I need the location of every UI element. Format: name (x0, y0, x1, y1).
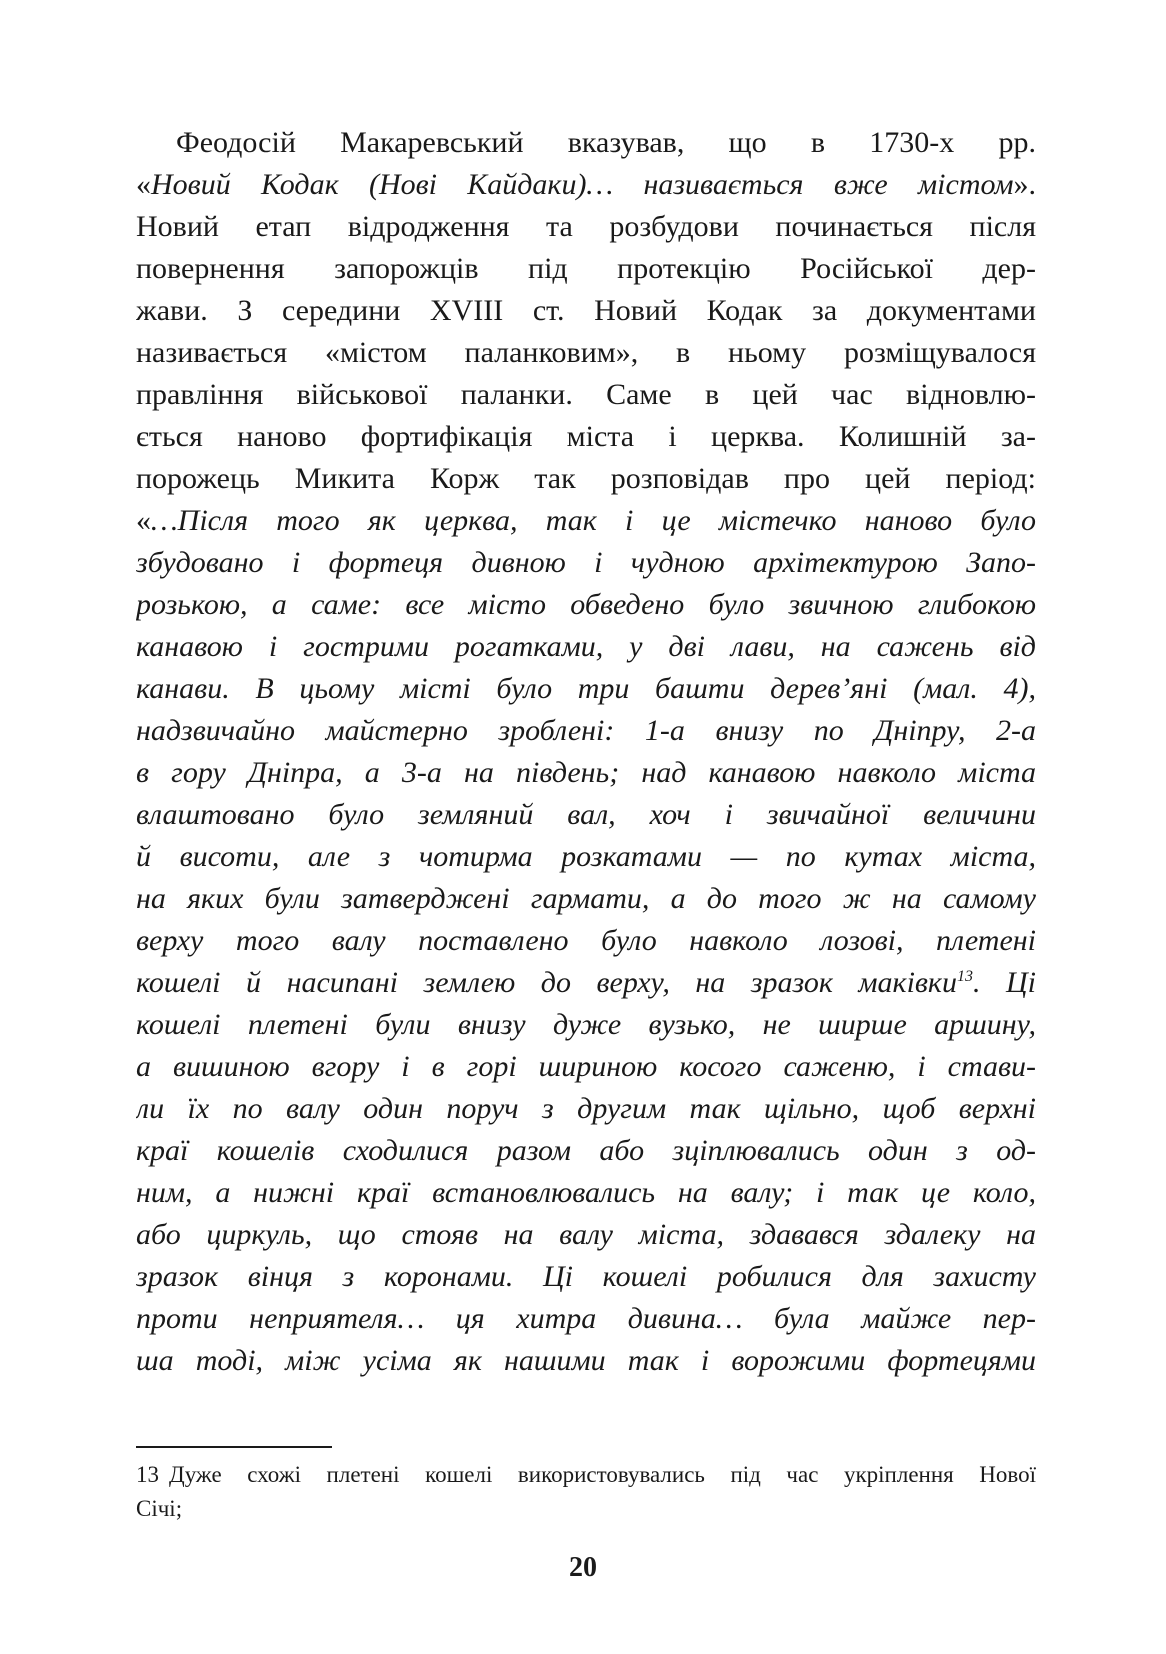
text-line (136, 1214, 1036, 1256)
text-segment: збудовано і фортеця дивною і чудною архітектурою Запо- (136, 546, 1036, 579)
text-line (136, 626, 1036, 668)
text-line (136, 668, 1036, 710)
text-line (136, 1298, 1036, 1340)
footnote-separator (136, 1446, 332, 1448)
text-segment: в гору Дніпра, а 3-а на південь; над канавою навколо міста (136, 756, 1036, 789)
text-segment: надзвичайно майстерно зроблені: 1-а внизу по Дніпру, 2-а (136, 714, 1036, 747)
text-segment: повернення запорожців під протекцію Російської дер- (136, 252, 1036, 285)
text-line (136, 1172, 1036, 1214)
text-line (136, 1004, 1036, 1046)
text-segment: зразок вінця з коронами. Ці кошелі робилися для захисту (136, 1260, 1036, 1293)
footnote-number: 13 (136, 1462, 159, 1487)
text-line (136, 878, 1036, 920)
text-segment: канавою і гострими рогатками, у дві лави, на сажень від (136, 630, 1036, 663)
text-segment: або циркуль, що стояв на валу міста, здавався здалеку на (136, 1218, 1036, 1251)
text-line (136, 794, 1036, 836)
text-segment: « (136, 168, 151, 201)
text-line (136, 1046, 1036, 1088)
footnote-reference: 13 (956, 968, 973, 985)
text-segment: ним, а нижні краї встановлювались на валу; і так це коло, (136, 1176, 1036, 1209)
text-segment: порожець Микита Корж так розповідав про цей період: (136, 462, 1036, 495)
text-segment: а вишиною вгору і в горі шириною косого саженю, і стави- (136, 1050, 1036, 1083)
text-segment: називається «містом паланковим», в ньому розміщувалося (136, 336, 1036, 369)
text-line (136, 752, 1036, 794)
text-segment: Новий Кодак (Нові Кайдаки)… називається вже містом (151, 168, 1014, 201)
text-segment: ється наново фортифікація міста і церква. Колишній за- (136, 420, 1036, 453)
text-segment: краї кошелів сходилися разом або зціплювались один з од- (136, 1134, 1036, 1167)
text-line (136, 1256, 1036, 1298)
page-number: 20 (569, 1552, 597, 1583)
text-line (136, 500, 1036, 542)
text-line (136, 248, 1036, 290)
footnote (136, 1458, 1036, 1526)
text-line (136, 206, 1036, 248)
text-line (136, 920, 1036, 962)
text-segment: й висоти, але з чотирма розкатами — по кутах міста, (136, 840, 1036, 873)
text-line (136, 962, 1036, 1004)
text-line (136, 374, 1036, 416)
text-line (136, 122, 1036, 164)
footnote-text-1: Дуже схожі плетені кошелі використовувались під час укріплення Нової (169, 1462, 1036, 1487)
text-segment: « (136, 504, 151, 537)
text-segment: правління військової паланки. Саме в цей час відновлю- (136, 378, 1036, 411)
text-segment: кошелі плетені були внизу дуже вузько, не ширше аршину, (136, 1008, 1036, 1041)
text-line (136, 584, 1036, 626)
text-segment: ли їх по валу один поруч з другим так щільно, щоб верхні (136, 1092, 1036, 1125)
text-segment: жави. З середини XVIII ст. Новий Кодак за документами (136, 294, 1036, 327)
footnote-line-2: Січі; (136, 1496, 183, 1521)
text-line (136, 416, 1036, 458)
text-segment: Феодосій Макаревський вказував, що в 1730-х рр. (176, 126, 1036, 159)
text-line (136, 1130, 1036, 1172)
text-segment: верху того валу поставлено було навколо лозові, плетені (136, 924, 1036, 957)
text-segment: …Після того як церква, так і це містечко наново було (151, 504, 1036, 537)
body-text (136, 122, 1036, 1382)
footnote-line-1 (136, 1458, 1036, 1492)
text-segment: Новий етап відродження та розбудови починається після (136, 210, 1036, 243)
text-line (136, 710, 1036, 752)
text-line (136, 836, 1036, 878)
text-segment: кошелі й насипані землею до верху, на зразок маківки (136, 966, 957, 999)
text-line (136, 332, 1036, 374)
text-segment: ». (1013, 168, 1036, 201)
text-segment: влаштовано було земляний вал, хоч і звичайної величини (136, 798, 1036, 831)
text-line (136, 290, 1036, 332)
text-segment: розькою, а саме: все місто обведено було звичною глибокою (136, 588, 1036, 621)
text-line (136, 458, 1036, 500)
text-segment: . Ці (972, 966, 1036, 999)
text-line (136, 164, 1036, 206)
text-line (136, 542, 1036, 584)
text-segment: канави. В цьому місті було три башти дерев’яні (мал. 4), (136, 672, 1036, 705)
text-segment: на яких були затверджені гармати, а до того ж на самому (136, 882, 1036, 915)
text-segment: проти неприятеля… ця хитра дивина… була майже пер- (136, 1302, 1036, 1335)
text-line (136, 1088, 1036, 1130)
text-line (136, 1340, 1036, 1382)
text-segment: ша тоді, між усіма як нашими так і ворожими фортецями (136, 1344, 1036, 1377)
